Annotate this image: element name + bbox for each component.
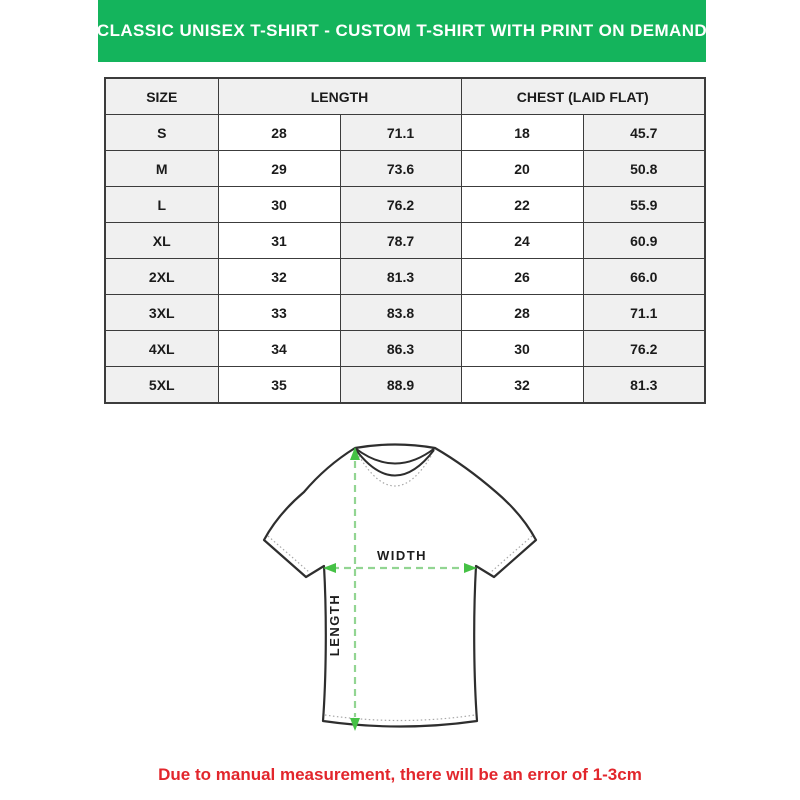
- chest-in-cell: 28: [461, 295, 583, 331]
- chest-cm-cell: 81.3: [583, 367, 705, 404]
- length-in-cell: 28: [218, 115, 340, 151]
- length-in-cell: 31: [218, 223, 340, 259]
- length-cm-cell: 73.6: [340, 151, 461, 187]
- table-header-row: [105, 78, 705, 115]
- chest-cm-cell: 66.0: [583, 259, 705, 295]
- length-in-cell: 32: [218, 259, 340, 295]
- chest-cm-cell: 71.1: [583, 295, 705, 331]
- chest-cm-cell: 45.7: [583, 115, 705, 151]
- chest-in-cell: 30: [461, 331, 583, 367]
- size-cell: 3XL: [105, 295, 218, 331]
- length-cm-cell: 76.2: [340, 187, 461, 223]
- chest-in-cell: 26: [461, 259, 583, 295]
- size-cell: M: [105, 151, 218, 187]
- table-row: [105, 367, 705, 404]
- header-chest: CHEST (LAID FLAT): [461, 78, 705, 115]
- length-cm-cell: 71.1: [340, 115, 461, 151]
- table-row: [105, 331, 705, 367]
- chest-in-cell: 32: [461, 367, 583, 404]
- length-cm-cell: 78.7: [340, 223, 461, 259]
- measurement-error-note: Due to manual measurement, there will be an error of 1-3cm: [158, 765, 642, 784]
- chest-cm-cell: 50.8: [583, 151, 705, 187]
- length-cm-cell: 86.3: [340, 331, 461, 367]
- page-title: CLASSIC UNISEX T-SHIRT - CUSTOM T-SHIRT WITH PRINT ON DEMAND: [96, 21, 708, 40]
- length-in-cell: 29: [218, 151, 340, 187]
- length-label: LENGTH: [327, 593, 342, 657]
- length-cm-cell: 81.3: [340, 259, 461, 295]
- length-in-cell: 35: [218, 367, 340, 404]
- length-in-cell: 33: [218, 295, 340, 331]
- size-cell: 4XL: [105, 331, 218, 367]
- table-row: [105, 151, 705, 187]
- tshirt-measurement-diagram: [240, 435, 560, 755]
- chest-cm-cell: 76.2: [583, 331, 705, 367]
- chest-cm-cell: 60.9: [583, 223, 705, 259]
- size-table: [104, 77, 706, 404]
- length-cm-cell: 83.8: [340, 295, 461, 331]
- table-row: [105, 295, 705, 331]
- header-length: LENGTH: [218, 78, 461, 115]
- chest-cm-cell: 55.9: [583, 187, 705, 223]
- size-cell: L: [105, 187, 218, 223]
- size-cell: XL: [105, 223, 218, 259]
- table-row: [105, 259, 705, 295]
- table-row: [105, 187, 705, 223]
- table-row: [105, 223, 705, 259]
- width-label: WIDTH: [376, 548, 428, 563]
- length-cm-cell: 88.9: [340, 367, 461, 404]
- header-size: SIZE: [105, 78, 218, 115]
- length-in-cell: 34: [218, 331, 340, 367]
- chest-in-cell: 24: [461, 223, 583, 259]
- table-row: [105, 115, 705, 151]
- size-cell: 5XL: [105, 367, 218, 404]
- chest-in-cell: 22: [461, 187, 583, 223]
- size-cell: S: [105, 115, 218, 151]
- title-banner: [98, 0, 706, 62]
- chest-in-cell: 18: [461, 115, 583, 151]
- size-cell: 2XL: [105, 259, 218, 295]
- chest-in-cell: 20: [461, 151, 583, 187]
- tshirt-outline: [264, 445, 536, 727]
- length-in-cell: 30: [218, 187, 340, 223]
